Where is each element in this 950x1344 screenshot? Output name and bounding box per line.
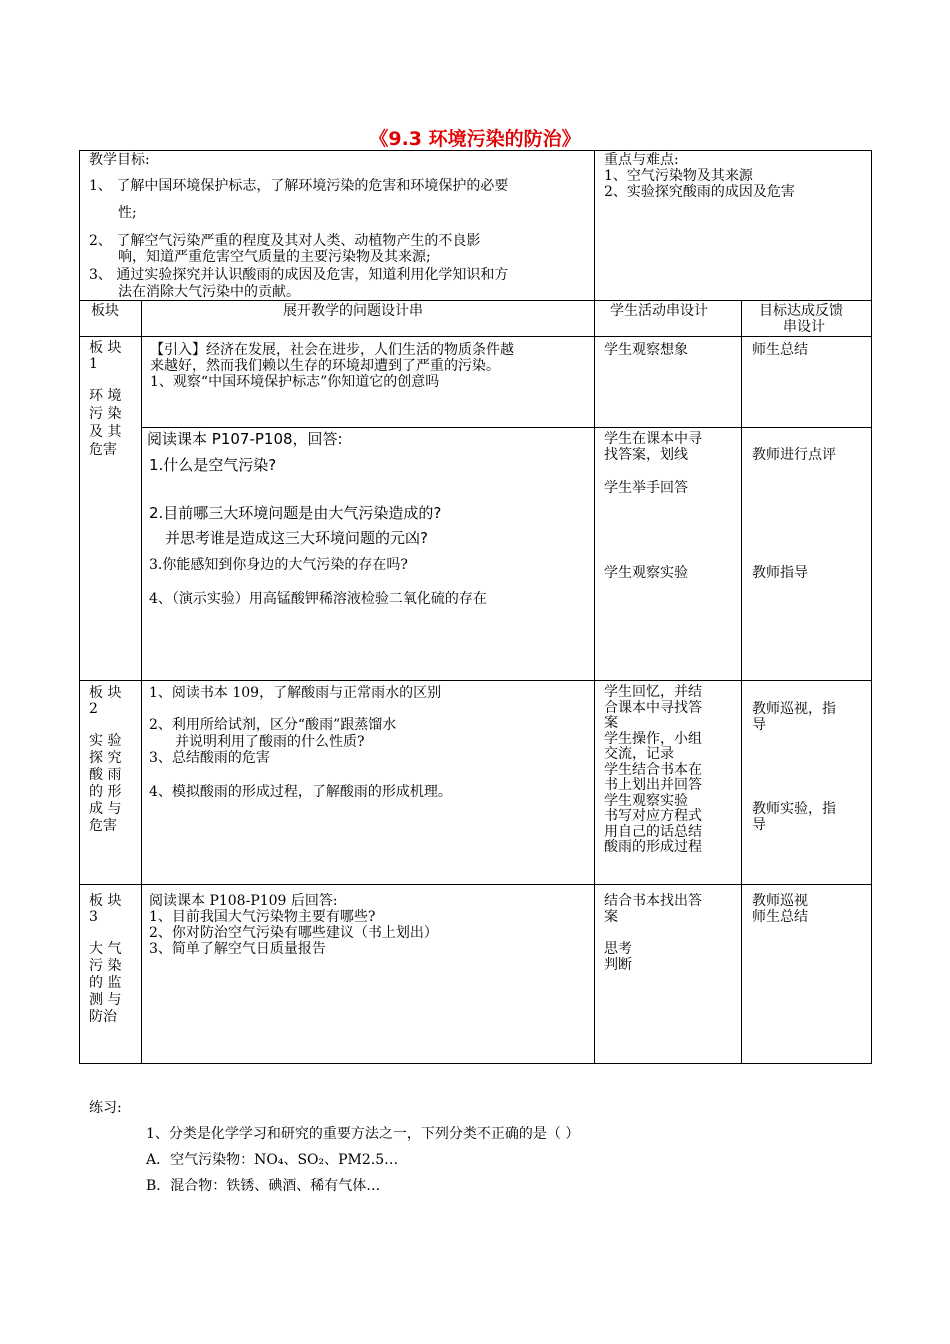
objective-line: 性; <box>118 205 137 221</box>
table-border-bottom <box>79 1063 872 1064</box>
feedback: 教师指导 <box>752 565 808 581</box>
exercise-question: 1、分类是化学学习和研究的重要方法之一，下列分类不正确的是（ ） <box>146 1126 580 1142</box>
block1-label: 板 块 1 环 境 污 染 及 其 危害 <box>89 340 122 458</box>
header-feedback: 串设计 <box>783 319 825 335</box>
key-points-heading: 重点与难点: <box>604 152 679 168</box>
objectives-heading: 教学目标: <box>89 152 150 168</box>
objective-line: 响，知道严重危害空气质量的主要污染物及其来源; <box>118 249 431 265</box>
intro-line: 【引入】经济在发展，社会在进步，人们生活的物质条件越 <box>150 342 514 358</box>
question: 3、总结酸雨的危害 <box>149 750 270 766</box>
question: 3、简单了解空气日质量报告 <box>149 941 326 957</box>
feedback: 教师巡视 <box>752 893 808 909</box>
question: 4、模拟酸雨的形成过程，了解酸雨的形成机理。 <box>149 784 452 800</box>
student-activity: 找答案，划线 <box>604 447 688 463</box>
exercise-heading: 练习: <box>89 1100 122 1116</box>
feedback: 教师实验，指 <box>752 801 836 817</box>
table-border-left <box>79 150 80 1064</box>
block2-label: 板 块 2 实 验 探 究 酸 雨 的 形 成 与 危害 <box>89 685 122 834</box>
intro-line: 1、观察“中国环境保护标志”你知道它的创意吗 <box>150 374 440 390</box>
page-title: 《9.3 环境污染的防治》 <box>369 128 581 150</box>
table-rule <box>594 150 595 1064</box>
exercise-option-a: A．空气污染物：NO₄、SO₂、PM2.5… <box>146 1152 399 1168</box>
question: 阅读课本 P108-P109 后回答: <box>149 893 338 909</box>
feedback: 师生总结 <box>752 342 808 358</box>
header-questions: 展开教学的问题设计串 <box>283 303 423 319</box>
question: 2.目前哪三大环境问题是由大气污染造成的? <box>149 504 442 522</box>
student-activity: 学生观察想象 <box>604 342 688 358</box>
key-point: 1、空气污染物及其来源 <box>604 168 753 184</box>
table-border-right <box>871 150 872 1064</box>
table-rule <box>79 336 872 337</box>
table-rule <box>79 884 872 885</box>
table-rule <box>79 680 872 681</box>
table-border-top <box>79 150 872 151</box>
question: 2、你对防治空气污染有哪些建议（书上划出） <box>149 925 438 941</box>
header-block: 板块 <box>91 303 119 319</box>
feedback: 教师巡视，指 <box>752 701 836 717</box>
block3-label: 板 块 3 大 气 污 染 的 监 测 与 防治 <box>89 893 122 1025</box>
feedback: 师生总结 <box>752 909 808 925</box>
question: 1、阅读书本 109，了解酸雨与正常雨水的区别 <box>149 685 442 701</box>
feedback: 导 <box>752 717 766 733</box>
student-activity: 学生举手回答 <box>604 480 688 496</box>
header-feedback: 目标达成反馈 <box>759 303 843 319</box>
exercise-option-b: B．混合物：铁锈、碘酒、稀有气体… <box>146 1178 381 1194</box>
question: 1、目前我国大气污染物主要有哪些? <box>149 909 376 925</box>
table-rule <box>141 300 142 1064</box>
objective-line: 法在消除大气污染中的贡献。 <box>118 284 300 300</box>
student-activity: 学生在课本中寻 <box>604 431 702 447</box>
header-student-activity: 学生活动串设计 <box>610 303 708 319</box>
student-activity-list: 结合书本找出答 案 思考 判断 <box>604 893 702 973</box>
question: 3.你能感知到你身边的大气污染的存在吗? <box>149 557 408 573</box>
table-rule <box>79 300 872 301</box>
student-activity-list: 学生回忆，并结 合课本中寻找答 案 学生操作，小组 交流，记录 学生结合书本在 书上划出并回答 学生观察实验 书写对应方程式 用自己的话总结 酸雨的形成过程 <box>604 684 702 855</box>
question: 1.什么是空气污染? <box>149 456 277 474</box>
student-activity: 学生观察实验 <box>604 565 688 581</box>
question: 2、利用所给试剂，区分“酸雨”跟蒸馏水 <box>149 717 397 733</box>
question: 并思考谁是造成这三大环境问题的元凶? <box>165 529 428 547</box>
question: 4、（演示实验）用高锰酸钾稀溶液检验二氧化硫的存在 <box>149 591 487 607</box>
feedback: 教师进行点评 <box>752 447 836 463</box>
objective-line: 1、 了解中国环境保护标志，了解环境污染的危害和环境保护的必要 <box>89 178 509 194</box>
question: 并说明利用了酸雨的什么性质? <box>175 734 365 750</box>
embedded-box-rule <box>145 427 481 428</box>
intro-line: 来越好，然而我们赖以生存的环境却遭到了严重的污染。 <box>150 358 500 374</box>
objective-line: 2、 了解空气污染严重的程度及其对人类、动植物产生的不良影 <box>89 233 481 249</box>
key-point: 2、实验探究酸雨的成因及危害 <box>604 184 795 200</box>
feedback: 导 <box>752 817 766 833</box>
objective-line: 3、 通过实验探究并认识酸雨的成因及危害，知道利用化学知识和方 <box>89 267 509 283</box>
table-rule <box>741 300 742 1064</box>
read-heading: 阅读课本 P107-P108，回答: <box>147 430 343 448</box>
